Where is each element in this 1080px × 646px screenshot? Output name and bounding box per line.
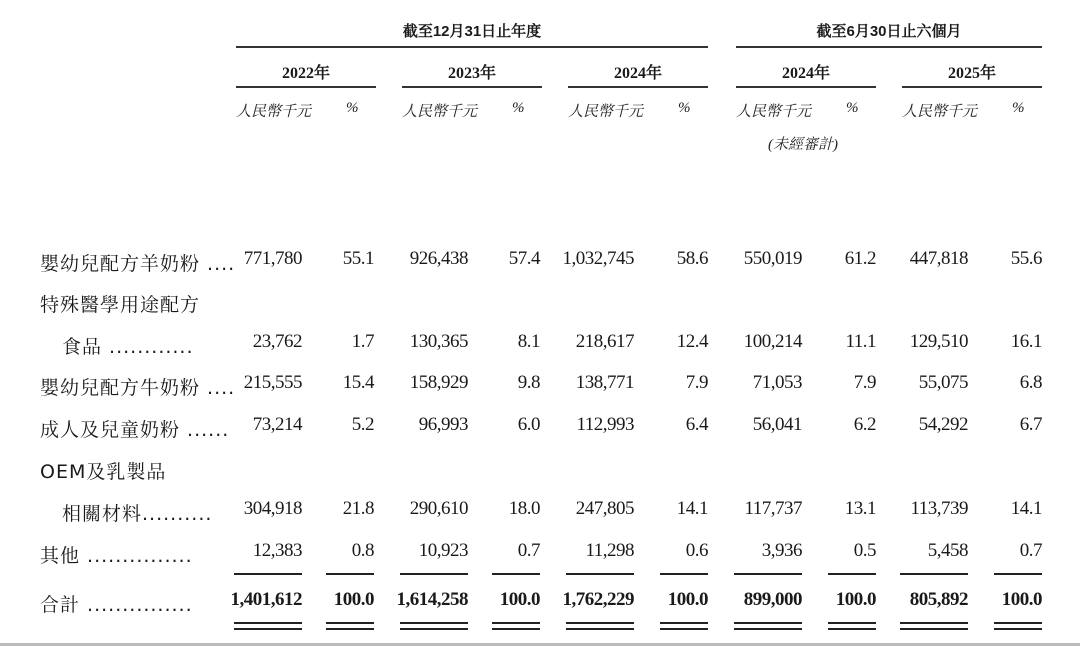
row-label: 食品 ............ bbox=[62, 336, 194, 358]
total-double-rule bbox=[326, 628, 374, 630]
row-label: 成人及兒童奶粉 ...... bbox=[40, 419, 230, 441]
year-rule-2022 bbox=[236, 86, 376, 88]
row-label: 特殊醫學用途配方 bbox=[40, 294, 201, 316]
cell-percent: 6.8 bbox=[1019, 372, 1042, 393]
header-annual-rule bbox=[236, 46, 708, 48]
unit-pct-2024: % bbox=[678, 100, 691, 116]
cell-amount: 218,617 bbox=[575, 331, 634, 352]
subtotal-rule bbox=[900, 573, 968, 575]
cell-amount: 247,805 bbox=[575, 498, 634, 519]
cell-percent: 7.9 bbox=[853, 372, 876, 393]
cell-amount: 138,771 bbox=[575, 372, 634, 393]
cell-percent: 100.0 bbox=[1001, 589, 1042, 610]
year-rule-2024-h1 bbox=[736, 86, 876, 88]
total-double-rule bbox=[734, 628, 802, 630]
cell-amount: 899,000 bbox=[743, 589, 802, 610]
cell-amount: 130,365 bbox=[409, 331, 468, 352]
cell-percent: 100.0 bbox=[835, 589, 876, 610]
cell-percent: 0.7 bbox=[517, 540, 540, 561]
cell-percent: 13.1 bbox=[844, 498, 876, 519]
subtotal-rule bbox=[234, 573, 302, 575]
row-label: 相關材料.......... bbox=[62, 503, 213, 525]
cell-amount: 54,292 bbox=[918, 414, 968, 435]
cell-amount: 550,019 bbox=[743, 248, 802, 269]
cell-percent: 61.2 bbox=[844, 248, 876, 269]
cell-amount: 771,780 bbox=[243, 248, 302, 269]
cell-percent: 6.0 bbox=[517, 414, 540, 435]
total-double-rule bbox=[234, 628, 302, 630]
cell-percent: 7.9 bbox=[685, 372, 708, 393]
cell-percent: 11.1 bbox=[845, 331, 876, 352]
unit-pct-2024-h1: % bbox=[846, 100, 859, 116]
year-rule-2025-h1 bbox=[902, 86, 1042, 88]
cell-amount: 158,929 bbox=[409, 372, 468, 393]
total-double-rule bbox=[994, 628, 1042, 630]
year-header-2022: 2022年 bbox=[281, 65, 330, 82]
year-header-2024-h1: 2024年 bbox=[781, 65, 830, 82]
cell-percent: 21.8 bbox=[342, 498, 374, 519]
subtotal-rule bbox=[326, 573, 374, 575]
total-double-rule bbox=[400, 628, 468, 630]
cell-amount: 56,041 bbox=[752, 414, 802, 435]
cell-amount: 215,555 bbox=[243, 372, 302, 393]
header-annual-period: 截至12月31日止年度 bbox=[402, 23, 542, 40]
cell-percent: 16.1 bbox=[1010, 331, 1042, 352]
total-double-rule bbox=[660, 622, 708, 624]
cell-percent: 9.8 bbox=[517, 372, 540, 393]
cell-percent: 100.0 bbox=[333, 589, 374, 610]
total-double-rule bbox=[994, 622, 1042, 624]
cell-percent: 57.4 bbox=[508, 248, 540, 269]
cell-percent: 18.0 bbox=[508, 498, 540, 519]
subtotal-rule bbox=[660, 573, 708, 575]
cell-amount: 112,993 bbox=[576, 414, 634, 435]
cell-amount: 10,923 bbox=[418, 540, 468, 561]
total-double-rule bbox=[492, 628, 540, 630]
total-double-rule bbox=[326, 622, 374, 624]
row-label: 嬰幼兒配方牛奶粉 .... bbox=[40, 377, 236, 399]
total-double-rule bbox=[828, 628, 876, 630]
cell-amount: 113,739 bbox=[910, 498, 968, 519]
cell-amount: 117,737 bbox=[744, 498, 802, 519]
subtotal-rule bbox=[492, 573, 540, 575]
cell-amount: 129,510 bbox=[909, 331, 968, 352]
subtotal-rule bbox=[994, 573, 1042, 575]
cell-amount: 1,032,745 bbox=[562, 248, 634, 269]
cell-amount: 12,383 bbox=[252, 540, 302, 561]
year-rule-2023 bbox=[402, 86, 542, 88]
cell-amount: 5,458 bbox=[927, 540, 968, 561]
cell-amount: 23,762 bbox=[252, 331, 302, 352]
year-header-2025-h1: 2025年 bbox=[947, 65, 996, 82]
cell-amount: 55,075 bbox=[918, 372, 968, 393]
year-header-2023: 2023年 bbox=[447, 65, 496, 82]
cell-amount: 3,936 bbox=[761, 540, 802, 561]
cell-percent: 0.7 bbox=[1019, 540, 1042, 561]
unit-amount-2023: 人民幣千元 bbox=[402, 104, 478, 120]
row-label: OEM及乳製品 bbox=[40, 461, 167, 483]
unit-pct-2023: % bbox=[512, 100, 525, 116]
cell-percent: 0.5 bbox=[853, 540, 876, 561]
year-rule-2024 bbox=[568, 86, 708, 88]
subtotal-rule bbox=[400, 573, 468, 575]
cell-percent: 1.7 bbox=[351, 331, 374, 352]
row-label: 嬰幼兒配方羊奶粉 .... bbox=[40, 253, 236, 275]
cell-percent: 15.4 bbox=[342, 372, 374, 393]
total-double-rule bbox=[734, 622, 802, 624]
cell-percent: 0.8 bbox=[351, 540, 374, 561]
subtotal-rule bbox=[566, 573, 634, 575]
row-label: 合計 ............... bbox=[40, 594, 193, 616]
header-halfyear-rule bbox=[736, 46, 1042, 48]
cell-percent: 5.2 bbox=[351, 414, 374, 435]
cell-percent: 6.7 bbox=[1019, 414, 1042, 435]
unaudited-note: (未經審計) bbox=[768, 137, 838, 153]
cell-amount: 73,214 bbox=[252, 414, 302, 435]
row-label: 其他 ............... bbox=[40, 545, 193, 567]
cell-percent: 14.1 bbox=[676, 498, 708, 519]
total-double-rule bbox=[900, 622, 968, 624]
cell-amount: 447,818 bbox=[909, 248, 968, 269]
cell-amount: 304,918 bbox=[243, 498, 302, 519]
cell-percent: 6.2 bbox=[853, 414, 876, 435]
cell-amount: 100,214 bbox=[743, 331, 802, 352]
cell-amount: 926,438 bbox=[409, 248, 468, 269]
total-double-rule bbox=[828, 622, 876, 624]
cell-amount: 290,610 bbox=[409, 498, 468, 519]
total-double-rule bbox=[566, 622, 634, 624]
total-double-rule bbox=[660, 628, 708, 630]
total-double-rule bbox=[400, 622, 468, 624]
unit-pct-2022: % bbox=[346, 100, 359, 116]
cell-amount: 96,993 bbox=[418, 414, 468, 435]
header-halfyear-period: 截至6月30日止六個月 bbox=[816, 23, 962, 40]
cell-percent: 100.0 bbox=[667, 589, 708, 610]
total-double-rule bbox=[900, 628, 968, 630]
cell-amount: 11,298 bbox=[585, 540, 634, 561]
cell-percent: 12.4 bbox=[676, 331, 708, 352]
cell-percent: 14.1 bbox=[1010, 498, 1042, 519]
cell-percent: 100.0 bbox=[499, 589, 540, 610]
subtotal-rule bbox=[828, 573, 876, 575]
cell-percent: 0.6 bbox=[685, 540, 708, 561]
unit-amount-2022: 人民幣千元 bbox=[236, 104, 312, 120]
unit-amount-2024: 人民幣千元 bbox=[568, 104, 644, 120]
unit-amount-2025-h1: 人民幣千元 bbox=[902, 104, 978, 120]
unit-amount-2024-h1: 人民幣千元 bbox=[736, 104, 812, 120]
total-double-rule bbox=[566, 628, 634, 630]
cell-percent: 8.1 bbox=[517, 331, 540, 352]
cell-amount: 71,053 bbox=[752, 372, 802, 393]
cell-amount: 1,614,258 bbox=[396, 589, 468, 610]
subtotal-rule bbox=[734, 573, 802, 575]
cell-amount: 805,892 bbox=[909, 589, 968, 610]
total-double-rule bbox=[234, 622, 302, 624]
cell-amount: 1,762,229 bbox=[562, 589, 634, 610]
year-header-2024: 2024年 bbox=[613, 65, 662, 82]
cell-percent: 55.6 bbox=[1010, 248, 1042, 269]
cell-percent: 6.4 bbox=[685, 414, 708, 435]
cell-percent: 58.6 bbox=[676, 248, 708, 269]
cell-amount: 1,401,612 bbox=[230, 589, 302, 610]
total-double-rule bbox=[492, 622, 540, 624]
unit-pct-2025-h1: % bbox=[1012, 100, 1025, 116]
cell-percent: 55.1 bbox=[342, 248, 374, 269]
